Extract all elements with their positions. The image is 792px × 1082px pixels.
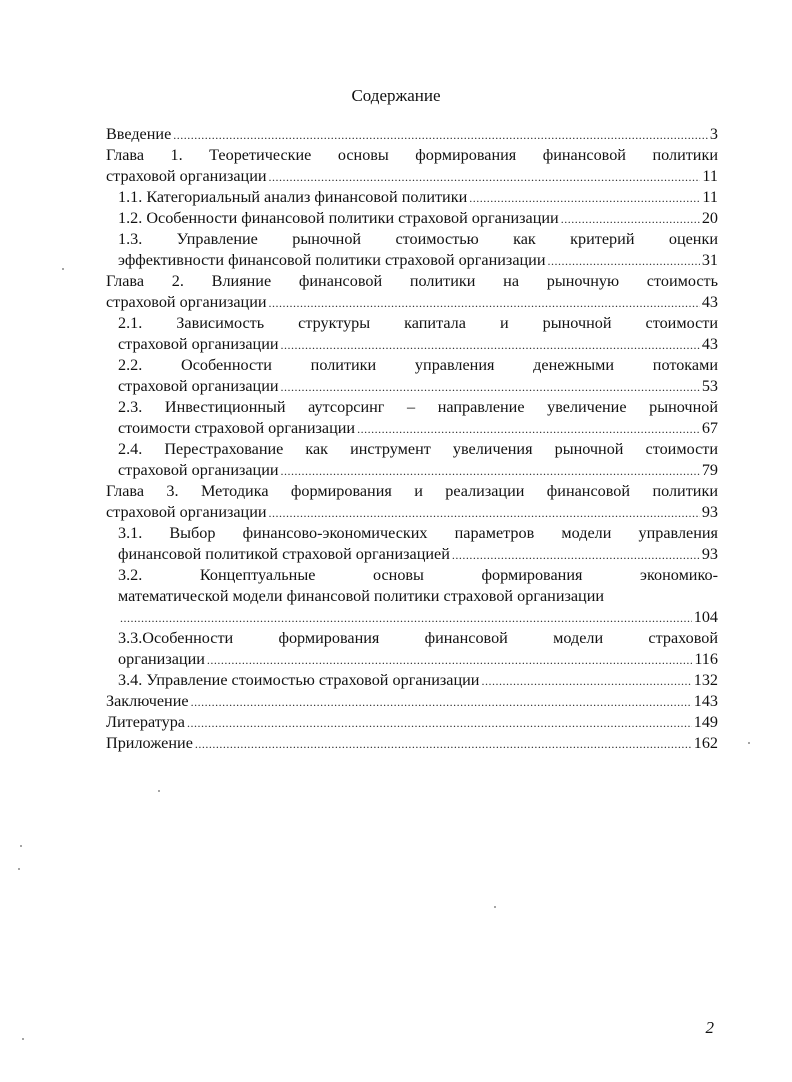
toc-label: эффективности финансовой политики страховой организации xyxy=(118,251,546,269)
scan-speck xyxy=(748,742,750,744)
scan-speck xyxy=(18,868,20,870)
toc-label: 1.1. Категориальный анализ финансовой политики xyxy=(118,188,468,206)
toc-page: 11 xyxy=(702,167,718,185)
toc-entry-2-4 xyxy=(118,460,718,481)
toc-leader xyxy=(269,167,701,188)
toc-label: страховой организации xyxy=(118,461,279,479)
toc-entry-2-1-line1: 2.1. Зависимость структуры капитала и рыночной стоимости xyxy=(118,314,718,332)
page-number: 2 xyxy=(705,1018,714,1037)
toc-label: страховой организации xyxy=(106,293,267,311)
toc-page: 116 xyxy=(694,650,718,668)
scan-speck xyxy=(62,268,64,270)
toc-label: Приложение xyxy=(106,734,193,752)
toc-leader xyxy=(548,251,700,272)
toc-leader xyxy=(269,503,700,524)
toc-entry-chapter-2 xyxy=(106,292,718,313)
scan-speck xyxy=(22,1038,24,1040)
toc-entry-2-1 xyxy=(118,334,718,355)
toc-leader xyxy=(281,335,700,356)
toc-page: 20 xyxy=(701,209,718,227)
page-title: Содержание xyxy=(351,86,441,105)
toc-page: 79 xyxy=(701,461,718,479)
toc-label: страховой организации xyxy=(118,335,279,353)
toc-entry-1-3 xyxy=(118,250,718,271)
toc-leader xyxy=(357,419,700,440)
table-of-contents xyxy=(106,124,718,754)
toc-entry-1-2 xyxy=(118,208,718,229)
toc-label: организации xyxy=(118,650,205,668)
toc-entry-3-2-line2 xyxy=(118,586,718,607)
toc-leader xyxy=(207,650,692,671)
toc-entry-2-3 xyxy=(118,418,718,439)
toc-leader xyxy=(191,692,692,713)
toc-entry-chapter-3 xyxy=(106,502,718,523)
toc-entry-conclusion xyxy=(106,691,718,712)
toc-entry-chapter-1 xyxy=(106,166,718,187)
toc-leader xyxy=(269,293,700,314)
toc-entry-2-4-line1: 2.4. Перестрахование как инструмент увеличения рыночной стоимости xyxy=(118,440,718,458)
toc-entry-3-1-line1: 3.1. Выбор финансово-экономических параметров модели управления xyxy=(118,524,718,542)
toc-label: страховой организации xyxy=(118,377,279,395)
toc-page: 43 xyxy=(701,293,718,311)
toc-entry-1-3-line1: 1.3. Управление рыночной стоимостью как критерий оценки xyxy=(118,230,718,248)
toc-entry-3-2-line1: 3.2. Концептуальные основы формирования экономико- xyxy=(118,566,718,584)
toc-leader xyxy=(195,734,692,755)
toc-entry-3-3 xyxy=(118,649,718,670)
toc-page: 3 xyxy=(709,125,718,143)
toc-leader xyxy=(481,671,691,692)
toc-page: 93 xyxy=(701,545,718,563)
toc-label: математической модели финансовой политики страховой организации xyxy=(118,587,605,605)
toc-entry-literature xyxy=(106,712,718,733)
toc-entry-2-3-line1: 2.3. Инвестиционный аутсорсинг – направление увеличение рыночной xyxy=(118,398,718,416)
toc-leader xyxy=(187,713,692,734)
toc-label: Введение xyxy=(106,125,172,143)
toc-entry-3-2 xyxy=(118,607,718,628)
toc-page: 104 xyxy=(693,608,718,626)
toc-page: 53 xyxy=(701,377,718,395)
toc-entry-chapter-1-line1: Глава 1. Теоретические основы формирования финансовой политики xyxy=(106,146,718,164)
toc-page: 11 xyxy=(702,188,718,206)
scan-speck xyxy=(494,906,496,908)
toc-entry-3-1 xyxy=(118,544,718,565)
toc-leader xyxy=(120,608,692,629)
toc-leader xyxy=(173,125,708,146)
toc-page: 43 xyxy=(701,335,718,353)
toc-leader xyxy=(561,209,700,230)
toc-label: Заключение xyxy=(106,692,189,710)
toc-entry-appendix xyxy=(106,733,718,754)
toc-label: 3.4. Управление стоимостью страховой организации xyxy=(118,671,480,689)
toc-leader xyxy=(469,188,700,209)
toc-leader xyxy=(281,377,700,398)
toc-page: 143 xyxy=(693,692,718,710)
toc-leader xyxy=(281,461,700,482)
toc-page: 132 xyxy=(693,671,718,689)
toc-entry-1-1 xyxy=(118,187,718,208)
toc-entry-3-4 xyxy=(118,670,718,691)
toc-label: стоимости страховой организации xyxy=(118,419,356,437)
toc-entry-3-3-line1: 3.3.Особенности формирования финансовой модели страховой xyxy=(118,629,718,647)
toc-label: 1.2. Особенности финансовой политики страховой организации xyxy=(118,209,559,227)
toc-label: страховой организации xyxy=(106,503,267,521)
scan-speck xyxy=(158,790,160,792)
toc-page: 149 xyxy=(693,713,718,731)
scan-speck xyxy=(20,845,22,847)
toc-page: 93 xyxy=(701,503,718,521)
toc-label: страховой организации xyxy=(106,167,267,185)
toc-entry-2-2 xyxy=(118,376,718,397)
toc-page: 31 xyxy=(701,251,718,269)
toc-entry-chapter-2-line1: Глава 2. Влияние финансовой политики на рыночную стоимость xyxy=(106,272,718,290)
toc-label: финансовой политикой страховой организацией xyxy=(118,545,450,563)
toc-entry-2-2-line1: 2.2. Особенности политики управления денежными потоками xyxy=(118,356,718,374)
toc-label: Литература xyxy=(106,713,185,731)
toc-page: 162 xyxy=(693,734,718,752)
toc-leader xyxy=(452,545,700,566)
toc-entry-intro xyxy=(106,124,718,145)
toc-entry-chapter-3-line1: Глава 3. Методика формирования и реализации финансовой политики xyxy=(106,482,718,500)
toc-page: 67 xyxy=(701,419,718,437)
